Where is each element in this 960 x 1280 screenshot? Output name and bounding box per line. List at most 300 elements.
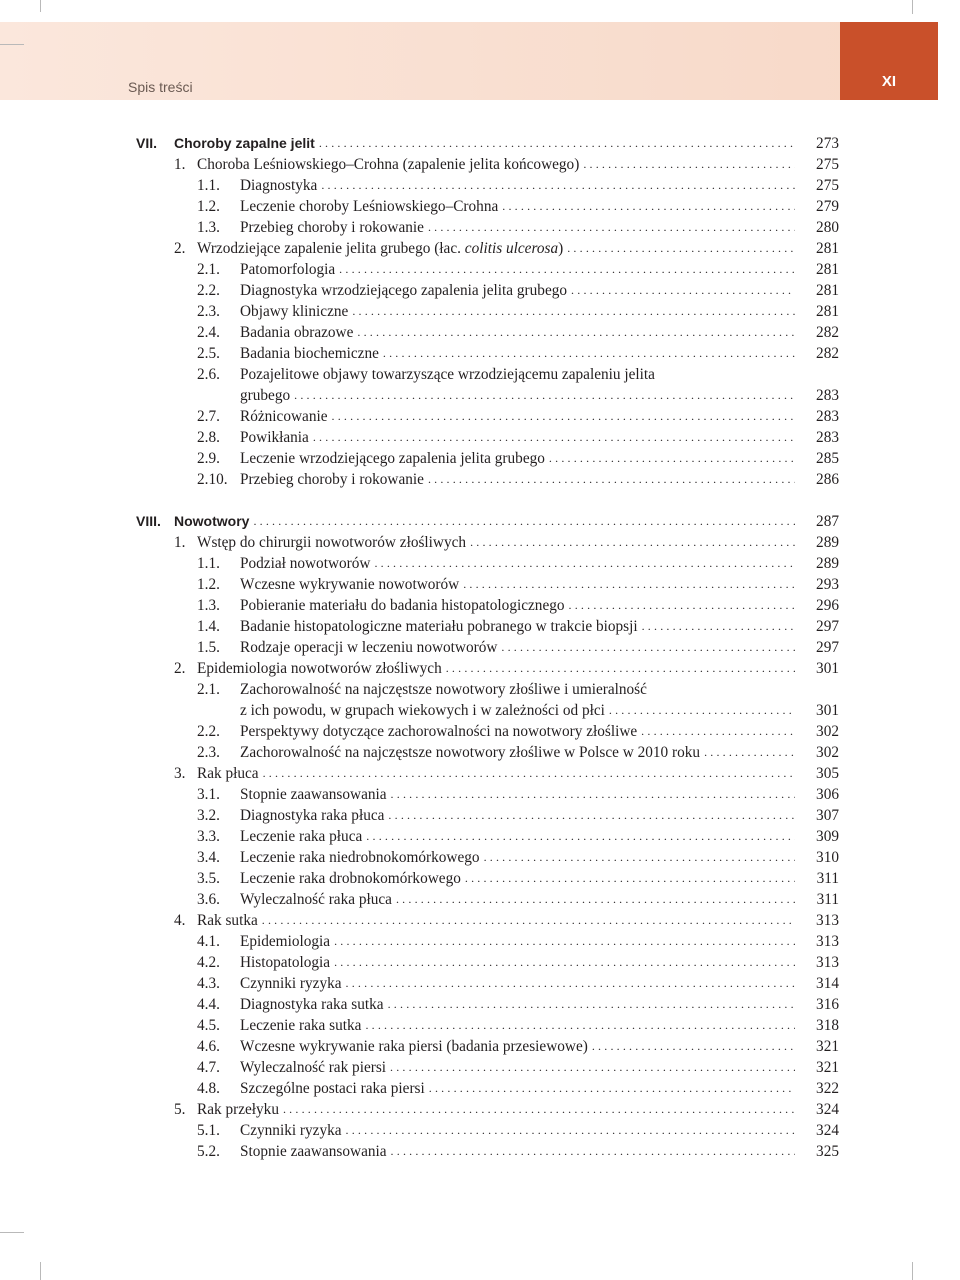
toc-entry-title-text: Wczesne wykrywanie nowotworów bbox=[240, 576, 460, 593]
toc-entry-title-wrap bbox=[240, 322, 795, 343]
toc-page-number: 287 bbox=[816, 513, 839, 530]
toc-entry-row bbox=[0, 952, 960, 973]
toc-entry-number: 4.1. bbox=[197, 933, 220, 950]
toc-entry-number: 3. bbox=[174, 765, 186, 782]
toc-entry-number: 2.8. bbox=[197, 429, 220, 446]
toc-entry-title-wrap bbox=[240, 637, 795, 658]
toc-entry-number: 2.2. bbox=[197, 282, 220, 299]
toc-entry-title-text: Stopnie zaawansowania bbox=[240, 786, 387, 803]
toc-entry-title-wrap bbox=[240, 616, 795, 637]
toc-entry-title-wrap bbox=[240, 973, 795, 994]
toc-entry-row bbox=[0, 448, 960, 469]
toc-dot-leader bbox=[334, 952, 795, 973]
toc-page-number: 321 bbox=[816, 1038, 839, 1055]
toc-dot-leader bbox=[583, 154, 795, 175]
toc-entry-title-wrap bbox=[240, 805, 795, 826]
toc-page-number: 282 bbox=[816, 345, 839, 362]
toc-dot-leader bbox=[567, 238, 795, 259]
toc-dot-leader bbox=[313, 427, 795, 448]
toc-entry-title-wrap bbox=[240, 742, 795, 763]
toc-entry-row bbox=[0, 238, 960, 259]
toc-page-number: 301 bbox=[816, 702, 839, 719]
toc-entry-title-wrap bbox=[240, 196, 795, 217]
toc-entry-title-wrap bbox=[240, 385, 795, 406]
toc-entry-title-wrap bbox=[240, 469, 795, 490]
toc-entry-title bbox=[240, 637, 501, 658]
toc-dot-leader bbox=[549, 448, 795, 469]
toc-entry-title-wrap bbox=[240, 217, 795, 238]
toc-dot-leader bbox=[374, 553, 795, 574]
toc-entry-number: 1.1. bbox=[197, 177, 220, 194]
toc-entry-number: 3.4. bbox=[197, 849, 220, 866]
running-head-title: Spis treści bbox=[128, 79, 193, 95]
toc-entry-number: 4.8. bbox=[197, 1080, 220, 1097]
toc-page-number: 279 bbox=[816, 198, 839, 215]
toc-page-number: 309 bbox=[816, 828, 839, 845]
toc-entry-title-wrap bbox=[240, 364, 839, 385]
toc-entry-title bbox=[240, 1057, 390, 1078]
toc-entry-row bbox=[0, 1078, 960, 1099]
toc-entry-title bbox=[240, 994, 388, 1015]
toc-entry-title-wrap bbox=[240, 406, 795, 427]
toc-entry-title-text: Patomorfologia bbox=[240, 261, 336, 278]
toc-page-number: 285 bbox=[816, 450, 839, 467]
toc-dot-leader bbox=[501, 637, 795, 658]
toc-entry-title bbox=[240, 1120, 346, 1141]
toc-entry-title-text: Objawy kliniczne bbox=[240, 303, 349, 320]
toc-entry-title bbox=[197, 658, 446, 679]
toc-entry-title-text: Diagnostyka raka sutka bbox=[240, 996, 384, 1013]
toc-dot-leader bbox=[357, 322, 795, 343]
toc-dot-leader bbox=[470, 532, 795, 553]
toc-entry-title bbox=[240, 259, 339, 280]
toc-entry-row bbox=[0, 973, 960, 994]
toc-dot-leader bbox=[390, 1057, 795, 1078]
toc-dot-leader bbox=[428, 217, 795, 238]
toc-entry-title bbox=[240, 1036, 592, 1057]
toc-entry-row bbox=[0, 616, 960, 637]
toc-entry-number: 2.5. bbox=[197, 345, 220, 362]
toc-entry-title-text: Przebieg choroby i rokowanie bbox=[240, 219, 424, 236]
toc-entry-number: 4.4. bbox=[197, 996, 220, 1013]
toc-page-number: 275 bbox=[816, 156, 839, 173]
toc-entry-number: 4.6. bbox=[197, 1038, 220, 1055]
toc-dot-leader bbox=[428, 469, 795, 490]
toc-entry-row bbox=[0, 280, 960, 301]
toc-entry-title bbox=[240, 553, 374, 574]
toc-page-number: 314 bbox=[816, 975, 839, 992]
toc-entry-title-text: Rak sutka bbox=[197, 912, 258, 929]
toc-dot-leader bbox=[465, 868, 795, 889]
crop-mark bbox=[912, 1262, 913, 1280]
toc-entry-title-suffix: ) bbox=[558, 240, 564, 257]
toc-entry-title bbox=[240, 931, 334, 952]
toc-entry-row bbox=[0, 343, 960, 364]
toc-entry-title bbox=[240, 826, 366, 847]
page-number: XI bbox=[881, 73, 897, 90]
toc-page-number: 321 bbox=[816, 1059, 839, 1076]
toc-entry-title-wrap bbox=[240, 826, 795, 847]
toc-dot-leader bbox=[352, 301, 795, 322]
toc-page-number: 307 bbox=[816, 807, 839, 824]
crop-mark bbox=[0, 44, 24, 45]
toc-entry-number: 4. bbox=[174, 912, 186, 929]
toc-dot-leader bbox=[383, 343, 795, 364]
toc-page-number: 283 bbox=[816, 408, 839, 425]
toc-dot-leader bbox=[346, 1120, 795, 1141]
toc-entry-row bbox=[0, 721, 960, 742]
toc-page-number: 310 bbox=[816, 849, 839, 866]
toc-page-number: 296 bbox=[816, 597, 839, 614]
toc-entry-title bbox=[240, 868, 465, 889]
toc-entry-row bbox=[0, 910, 960, 931]
toc-entry-title-text: Pobieranie materiału do badania histopatologicznego bbox=[240, 597, 565, 614]
toc-entry-row bbox=[0, 469, 960, 490]
toc-dot-leader bbox=[391, 1141, 795, 1162]
toc-entry-title-wrap bbox=[240, 994, 795, 1015]
toc-page-number: 286 bbox=[816, 471, 839, 488]
toc-entry-title bbox=[197, 154, 583, 175]
toc-page-number: 313 bbox=[816, 933, 839, 950]
toc-entry-title-text: Leczenie raka sutka bbox=[240, 1017, 362, 1034]
toc-entry-number: 1.5. bbox=[197, 639, 220, 656]
toc-entry-number: VIII. bbox=[136, 513, 161, 529]
toc-entry-title-text: Rodzaje operacji w leczeniu nowotworów bbox=[240, 639, 498, 656]
toc-entry-title-wrap bbox=[240, 784, 795, 805]
toc-dot-leader bbox=[704, 742, 795, 763]
toc-entry-title bbox=[240, 217, 428, 238]
toc-entry-number: 5.2. bbox=[197, 1143, 220, 1160]
toc-page-number: 281 bbox=[816, 261, 839, 278]
toc-page-number: 283 bbox=[816, 387, 839, 404]
toc-entry-number: 5. bbox=[174, 1101, 186, 1118]
toc-entry-number: 4.7. bbox=[197, 1059, 220, 1076]
toc-entry-title-text: Wyleczalność rak piersi bbox=[240, 1059, 387, 1076]
toc-entry-title-wrap bbox=[197, 154, 795, 175]
toc-entry-title bbox=[240, 1141, 391, 1162]
toc-page-number: 322 bbox=[816, 1080, 839, 1097]
toc-page-number: 281 bbox=[816, 303, 839, 320]
toc-entry-title-wrap bbox=[240, 1036, 795, 1057]
toc-page-number: 289 bbox=[816, 555, 839, 572]
toc-entry-title-wrap bbox=[240, 301, 795, 322]
toc-entry-title-text: Czynniki ryzyka bbox=[240, 975, 342, 992]
toc-entry-title bbox=[240, 427, 313, 448]
toc-page-number: 325 bbox=[816, 1143, 839, 1160]
toc-page-number: 302 bbox=[816, 744, 839, 761]
toc-page-number: 305 bbox=[816, 765, 839, 782]
toc-dot-leader bbox=[463, 574, 795, 595]
toc-entry-title bbox=[240, 595, 569, 616]
toc-entry-title-wrap bbox=[174, 511, 795, 532]
toc-entry-number: 1. bbox=[174, 534, 186, 551]
toc-entry-title-text: Choroby zapalne jelit bbox=[174, 135, 315, 151]
toc-entry-number: 1.4. bbox=[197, 618, 220, 635]
toc-entry-title bbox=[240, 1015, 365, 1036]
toc-entry-title bbox=[197, 1099, 283, 1120]
toc-entry-title-text: Powikłania bbox=[240, 429, 309, 446]
toc-entry-title bbox=[240, 343, 383, 364]
toc-entry-number: 2.3. bbox=[197, 303, 220, 320]
toc-entry-number: 2. bbox=[174, 240, 186, 257]
toc-entry-title-text: Epidemiologia bbox=[240, 933, 331, 950]
toc-entry-row bbox=[0, 217, 960, 238]
toc-entry-title-text: Rak przełyku bbox=[197, 1101, 279, 1118]
toc-entry-row bbox=[0, 1099, 960, 1120]
toc-entry-title-wrap bbox=[240, 427, 795, 448]
toc-page-number: 311 bbox=[816, 870, 839, 887]
toc-entry-title bbox=[240, 742, 704, 763]
toc-entry-title-text: Zachorowalność na najczęstsze nowotwory złośliwe w Polsce w 2010 roku bbox=[240, 744, 701, 761]
toc-entry-title-wrap bbox=[240, 868, 795, 889]
toc-entry-title-text: Leczenie choroby Leśniowskiego–Crohna bbox=[240, 198, 499, 215]
toc-dot-leader bbox=[263, 763, 795, 784]
toc-page-number: 297 bbox=[816, 639, 839, 656]
toc-entry-row bbox=[0, 679, 960, 700]
toc-dot-leader bbox=[609, 700, 795, 721]
toc-entry-title bbox=[240, 301, 352, 322]
toc-dot-leader bbox=[484, 847, 795, 868]
toc-entry-number: 3.3. bbox=[197, 828, 220, 845]
toc-page-number: 313 bbox=[816, 954, 839, 971]
toc-entry-number: 1.3. bbox=[197, 597, 220, 614]
toc-entry-title-text: Wrzodziejące zapalenie jelita grubego (łac. bbox=[197, 240, 465, 257]
toc-dot-leader bbox=[366, 826, 795, 847]
toc-entry-title-wrap bbox=[240, 721, 795, 742]
toc-entry-title-wrap bbox=[197, 532, 795, 553]
toc-entry-title-text: Diagnostyka bbox=[240, 177, 318, 194]
toc-entry-title bbox=[240, 406, 332, 427]
toc-entry-title-wrap bbox=[240, 847, 795, 868]
toc-entry-title-wrap bbox=[240, 1141, 795, 1162]
toc-entry-number: 2.1. bbox=[197, 261, 220, 278]
toc-entry-title-text: Czynniki ryzyka bbox=[240, 1122, 342, 1139]
toc-entry-title bbox=[240, 385, 294, 406]
toc-entry-number: 3.1. bbox=[197, 786, 220, 803]
toc-entry-title-text: Badanie histopatologiczne materiału pobranego w trakcie biopsji bbox=[240, 618, 638, 635]
toc-entry-title-italic: colitis ulcerosa bbox=[464, 240, 559, 257]
toc-entry-title-text: Rak płuca bbox=[197, 765, 259, 782]
toc-dot-leader bbox=[388, 994, 795, 1015]
toc-page-number: 301 bbox=[816, 660, 839, 677]
toc-entry-title-text: Perspektywy dotyczące zachorowalności na nowotwory złośliwe bbox=[240, 723, 638, 740]
toc-entry-number: 3.2. bbox=[197, 807, 220, 824]
toc-dot-leader bbox=[319, 133, 795, 154]
toc-entry-number: 2.4. bbox=[197, 324, 220, 341]
toc-entry-title bbox=[240, 196, 502, 217]
toc-entry-title-text: z ich powodu, w grupach wiekowych i w zależności od płci bbox=[240, 702, 605, 719]
toc-entry-title-wrap bbox=[240, 553, 795, 574]
toc-dot-leader bbox=[391, 784, 795, 805]
toc-entry-row bbox=[0, 259, 960, 280]
toc-entry-row bbox=[0, 406, 960, 427]
toc-entry-title bbox=[240, 847, 484, 868]
crop-mark bbox=[0, 1232, 24, 1233]
toc-entry-title-wrap bbox=[240, 952, 795, 973]
toc-entry-title-text: Wstęp do chirurgii nowotworów złośliwych bbox=[197, 534, 467, 551]
page-header bbox=[0, 22, 938, 100]
toc-entry-title-wrap bbox=[240, 175, 795, 196]
toc-dot-leader bbox=[642, 616, 795, 637]
toc-entry-title-wrap bbox=[240, 595, 795, 616]
toc-entry-row bbox=[0, 994, 960, 1015]
toc-entry-row bbox=[0, 574, 960, 595]
toc-entry-title-wrap bbox=[240, 1015, 795, 1036]
toc-entry-title-wrap bbox=[240, 259, 795, 280]
toc-entry-title-text: Leczenie raka niedrobnokomórkowego bbox=[240, 849, 480, 866]
toc-entry-title-wrap bbox=[240, 1057, 795, 1078]
toc-entry-title bbox=[240, 175, 321, 196]
toc-page-number: 282 bbox=[816, 324, 839, 341]
toc-entry-title bbox=[240, 616, 642, 637]
toc-entry-title bbox=[197, 763, 263, 784]
toc-entry-title-wrap bbox=[197, 763, 795, 784]
toc-entry-number: 2.7. bbox=[197, 408, 220, 425]
toc-entry-title-text: grubego bbox=[240, 387, 291, 404]
toc-dot-leader bbox=[332, 406, 795, 427]
toc-entry-number: 3.6. bbox=[197, 891, 220, 908]
toc-entry-row bbox=[0, 196, 960, 217]
toc-dot-leader bbox=[446, 658, 795, 679]
toc-dot-leader bbox=[321, 175, 795, 196]
toc-entry-title bbox=[240, 322, 357, 343]
toc-page-number: 293 bbox=[816, 576, 839, 593]
crop-mark bbox=[912, 0, 913, 14]
toc-entry-number: 2.1. bbox=[197, 681, 220, 698]
toc-page-number: 297 bbox=[816, 618, 839, 635]
toc-entry-row bbox=[0, 658, 960, 679]
toc-entry-number: 2.3. bbox=[197, 744, 220, 761]
toc-entry-title-wrap bbox=[197, 238, 795, 259]
toc-entry-row bbox=[0, 826, 960, 847]
toc-entry-title-text: Pozajelitowe objawy towarzyszące wrzodziejącemu zapaleniu jelita bbox=[240, 366, 655, 383]
toc-entry-number: 5.1. bbox=[197, 1122, 220, 1139]
toc-entry-title-text: Podział nowotworów bbox=[240, 555, 371, 572]
toc-entry-title-text: Diagnostyka raka płuca bbox=[240, 807, 385, 824]
toc-dot-leader bbox=[396, 889, 795, 910]
toc-entry-row bbox=[0, 700, 960, 721]
toc-entry-title-wrap bbox=[197, 1099, 795, 1120]
toc-entry-title-wrap bbox=[240, 889, 795, 910]
toc-page-number: 318 bbox=[816, 1017, 839, 1034]
toc-entry-title-text: Histopatologia bbox=[240, 954, 331, 971]
toc-page-number: 289 bbox=[816, 534, 839, 551]
toc-entry-title bbox=[174, 133, 319, 154]
toc-dot-leader bbox=[388, 805, 795, 826]
toc-entry-row bbox=[0, 847, 960, 868]
toc-entry-title bbox=[240, 700, 609, 721]
toc-entry-title-wrap bbox=[240, 679, 839, 700]
toc-entry-number: 4.2. bbox=[197, 954, 220, 971]
toc-entry-title-wrap bbox=[240, 343, 795, 364]
toc-entry-title bbox=[240, 364, 659, 385]
toc-page-number: 280 bbox=[816, 219, 839, 236]
toc-dot-leader bbox=[641, 721, 795, 742]
toc-entry-row bbox=[0, 742, 960, 763]
toc-entry-row bbox=[0, 322, 960, 343]
toc-entry-title bbox=[240, 679, 651, 700]
toc-entry-row bbox=[0, 175, 960, 196]
toc-entry-row bbox=[0, 1141, 960, 1162]
toc-entry-title-wrap bbox=[240, 700, 795, 721]
toc-entry-row bbox=[0, 763, 960, 784]
toc-entry-title-wrap bbox=[240, 448, 795, 469]
toc-entry-row bbox=[0, 385, 960, 406]
toc-dot-leader bbox=[592, 1036, 795, 1057]
toc-page-number: 313 bbox=[816, 912, 839, 929]
toc-entry-title-text: Wczesne wykrywanie raka piersi (badania przesiewowe) bbox=[240, 1038, 588, 1055]
toc-entry-row bbox=[0, 301, 960, 322]
toc-entry-title-text: Stopnie zaawansowania bbox=[240, 1143, 387, 1160]
toc-entry-title-text: Badania obrazowe bbox=[240, 324, 354, 341]
toc-entry-row bbox=[0, 784, 960, 805]
toc-entry-title bbox=[240, 973, 346, 994]
toc-entry-title-wrap bbox=[240, 280, 795, 301]
toc-entry-title-wrap bbox=[174, 133, 795, 154]
toc-entry-number: 1. bbox=[174, 156, 186, 173]
toc-dot-leader bbox=[346, 973, 795, 994]
toc-entry-number: 1.2. bbox=[197, 198, 220, 215]
toc-dot-leader bbox=[571, 280, 795, 301]
toc-dot-leader bbox=[253, 511, 795, 532]
toc-entry-number: 3.5. bbox=[197, 870, 220, 887]
toc-dot-leader bbox=[262, 910, 795, 931]
toc-entry-number: 4.3. bbox=[197, 975, 220, 992]
toc-entry-title-text: Choroba Leśniowskiego–Crohna (zapalenie jelita końcowego) bbox=[197, 156, 580, 173]
toc-entry-number: 2. bbox=[174, 660, 186, 677]
toc-entry-number: 1.2. bbox=[197, 576, 220, 593]
toc-entry-title bbox=[240, 1078, 429, 1099]
toc-page-number: 311 bbox=[816, 891, 839, 908]
toc-entry-title-text: Badania biochemiczne bbox=[240, 345, 379, 362]
page-number-box bbox=[840, 22, 938, 100]
toc-entry-number: 2.6. bbox=[197, 366, 220, 383]
toc-entry-number: 2.2. bbox=[197, 723, 220, 740]
toc-entry-title bbox=[240, 448, 549, 469]
toc-entry-title-text: Diagnostyka wrzodziejącego zapalenia jelita grubego bbox=[240, 282, 568, 299]
toc-page-number: 306 bbox=[816, 786, 839, 803]
toc-entry-title-text: Zachorowalność na najczęstsze nowotwory złośliwe i umieralność bbox=[240, 681, 647, 698]
toc-entry-title bbox=[240, 805, 388, 826]
toc-entry-number: 1.1. bbox=[197, 555, 220, 572]
toc-entry-title bbox=[240, 721, 641, 742]
toc-entry-row bbox=[0, 427, 960, 448]
table-of-contents bbox=[0, 133, 960, 1162]
toc-entry-number: 4.5. bbox=[197, 1017, 220, 1034]
toc-entry-number: VII. bbox=[136, 135, 158, 151]
toc-entry-title bbox=[240, 952, 334, 973]
toc-page-number: 275 bbox=[816, 177, 839, 194]
toc-entry-row bbox=[0, 1057, 960, 1078]
toc-entry-row bbox=[0, 1120, 960, 1141]
toc-dot-leader bbox=[569, 595, 795, 616]
toc-page-number: 281 bbox=[816, 282, 839, 299]
toc-entry-title bbox=[197, 532, 470, 553]
toc-dot-leader bbox=[294, 385, 795, 406]
toc-entry-title-text: Wyleczalność raka płuca bbox=[240, 891, 392, 908]
toc-entry-title-text: Leczenie raka płuca bbox=[240, 828, 363, 845]
toc-entry-title-text: Przebieg choroby i rokowanie bbox=[240, 471, 424, 488]
toc-entry-title-text: Nowotwory bbox=[174, 513, 250, 529]
toc-entry-row bbox=[0, 532, 960, 553]
toc-entry-number: 2.9. bbox=[197, 450, 220, 467]
toc-entry-title-wrap bbox=[197, 910, 795, 931]
toc-dot-leader bbox=[429, 1078, 795, 1099]
toc-entry-row bbox=[0, 868, 960, 889]
toc-page-number: 273 bbox=[816, 135, 839, 152]
toc-entry-title bbox=[197, 910, 262, 931]
toc-entry-title-wrap bbox=[240, 1078, 795, 1099]
